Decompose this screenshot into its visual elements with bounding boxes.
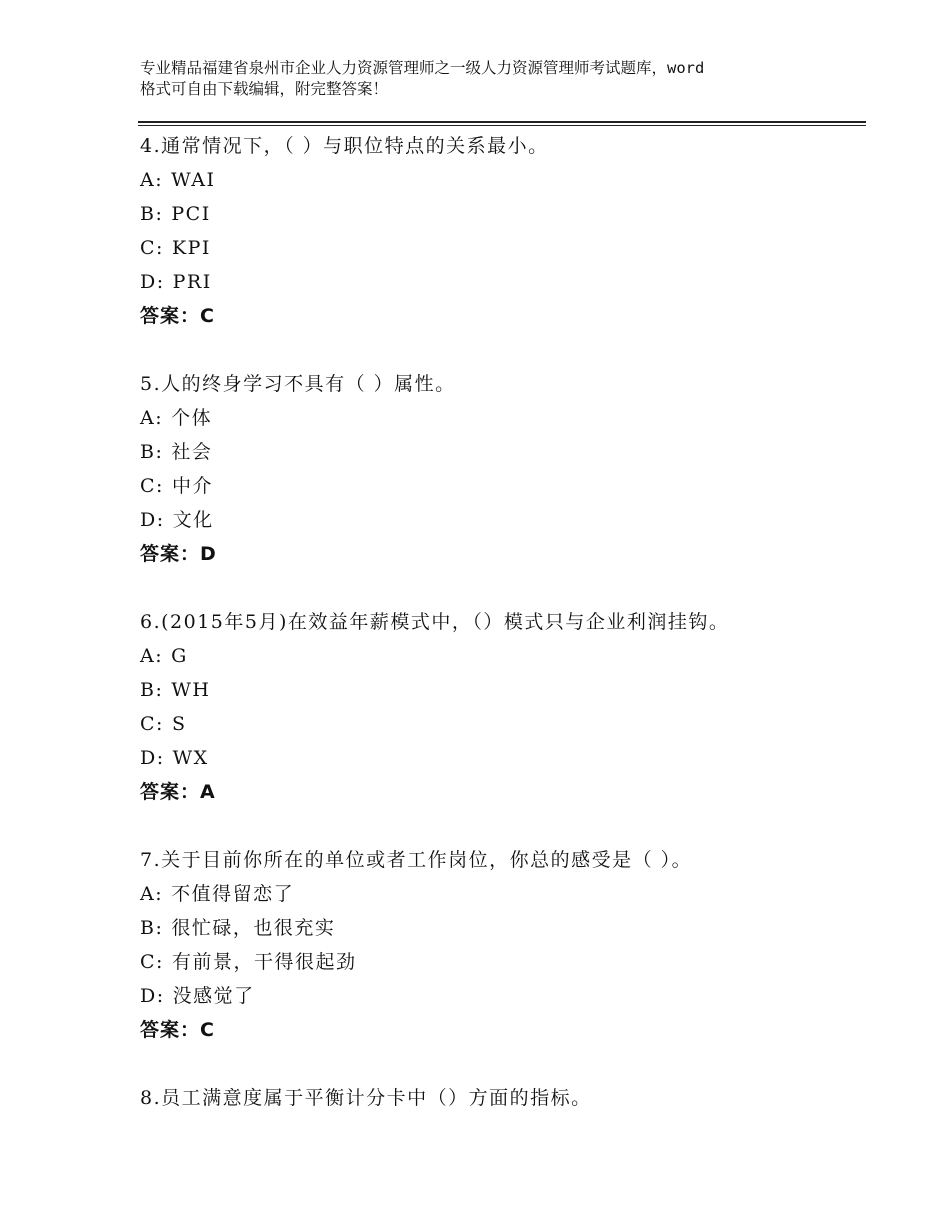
option-d — [140, 265, 860, 299]
option-text: KPI — [171, 237, 211, 259]
header-line-1: 专业精品福建省泉州市企业人力资源管理师之一级人力资源管理师考试题库，word — [140, 59, 705, 77]
option-separator: : — [155, 679, 164, 701]
answer-line: 答案：C — [140, 305, 215, 327]
option-a — [140, 639, 860, 673]
option-separator: : — [156, 713, 164, 735]
option-separator: : — [155, 917, 164, 939]
option-text: WX — [172, 747, 209, 769]
option-key: C — [140, 713, 157, 735]
option-b — [140, 911, 860, 945]
option-c — [140, 469, 860, 503]
option-separator: : — [155, 441, 164, 463]
option-d — [140, 741, 860, 775]
question-item — [140, 843, 860, 1047]
option-text: 个体 — [171, 407, 213, 429]
option-key: A — [140, 407, 156, 429]
option-key: D — [140, 747, 157, 769]
option-key: B — [140, 203, 156, 225]
question-list — [140, 129, 860, 1115]
option-a — [140, 877, 860, 911]
option-text: 不值得留恋了 — [171, 883, 295, 905]
question-stem: 5.人的终身学习不具有（ ）属性。 — [140, 373, 456, 395]
option-key: C — [140, 475, 157, 497]
option-b — [140, 435, 860, 469]
option-key: D — [140, 271, 157, 293]
option-text: WH — [171, 679, 211, 701]
option-separator: : — [156, 985, 165, 1007]
option-separator: : — [155, 645, 164, 667]
option-text: G — [171, 645, 188, 667]
option-key: D — [140, 509, 157, 531]
answer-line: 答案：A — [140, 781, 216, 803]
option-a — [140, 401, 860, 435]
header-divider-thin — [138, 125, 866, 126]
option-text: 没感觉了 — [172, 985, 255, 1007]
option-key: C — [140, 237, 157, 259]
header-line-2: 格式可自由下载编辑，附完整答案！ — [140, 80, 389, 98]
question-stem: 7.关于目前你所在的单位或者工作岗位，你总的感受是（ ）。 — [140, 849, 693, 871]
option-separator: : — [155, 169, 164, 191]
question-item — [140, 367, 860, 571]
question-item — [140, 1081, 860, 1115]
option-c — [140, 231, 860, 265]
answer-line: 答案：C — [140, 1019, 215, 1041]
option-text: 文化 — [172, 509, 214, 531]
question-stem: 4.通常情况下，（ ）与职位特点的关系最小。 — [140, 135, 549, 157]
option-text: 有前景，干得很起劲 — [171, 951, 357, 973]
option-c — [140, 707, 860, 741]
option-text: 很忙碌，也很充实 — [171, 917, 336, 939]
document-header — [140, 58, 830, 100]
option-key: A — [140, 645, 156, 667]
option-a — [140, 163, 860, 197]
option-separator: : — [156, 475, 164, 497]
header-divider-thick — [138, 121, 866, 123]
option-separator: : — [156, 509, 165, 531]
option-d — [140, 503, 860, 537]
option-key: B — [140, 679, 156, 701]
option-separator: : — [155, 203, 164, 225]
option-text: WAI — [171, 169, 216, 191]
question-item — [140, 605, 860, 809]
option-text: S — [171, 713, 187, 735]
question-stem: 6.(2015年5月)在效益年薪模式中，（）模式只与企业利润挂钩。 — [140, 611, 730, 633]
option-b — [140, 197, 860, 231]
option-d — [140, 979, 860, 1013]
option-separator: : — [155, 883, 164, 905]
question-stem: 8.员工满意度属于平衡计分卡中（）方面的指标。 — [140, 1087, 592, 1109]
question-item — [140, 129, 860, 333]
option-key: D — [140, 985, 157, 1007]
answer-line: 答案：D — [140, 543, 217, 565]
option-separator: : — [156, 271, 165, 293]
option-separator: : — [156, 237, 164, 259]
option-key: B — [140, 917, 156, 939]
option-c — [140, 945, 860, 979]
option-key: B — [140, 441, 156, 463]
option-key: A — [140, 169, 156, 191]
option-separator: : — [156, 747, 165, 769]
option-key: C — [140, 951, 157, 973]
option-text: PCI — [171, 203, 211, 225]
option-separator: : — [155, 407, 164, 429]
option-key: A — [140, 883, 156, 905]
option-text: PRI — [172, 271, 212, 293]
option-b — [140, 673, 860, 707]
option-separator: : — [156, 951, 164, 973]
option-text: 社会 — [171, 441, 213, 463]
option-text: 中介 — [171, 475, 213, 497]
